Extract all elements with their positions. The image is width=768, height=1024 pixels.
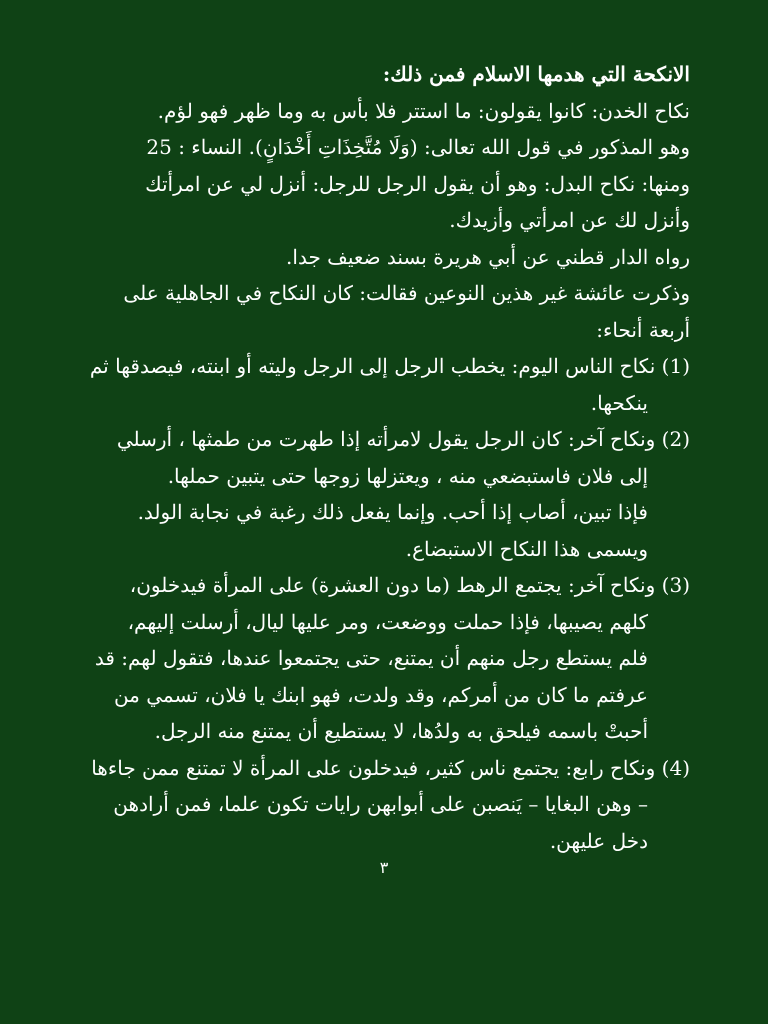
text-line: وهو المذكور في قول الله تعالى: (وَلَا مُتَّخِذَاتِ أَخْدَانٍ). النساء : 25: [146, 135, 690, 159]
text-line: وأنزل لك عن امرأتي وأزيدك.: [449, 208, 690, 232]
list-item-3-continuation: عرفتم ما كان من أمركم، وقد ولدت، فهو ابنك يا فلان، تسمي من: [113, 682, 648, 707]
list-item-4-continuation: – وهن البغايا – يَنصبن على أبوابهن رايات تكون علما، فمن أرادهن: [113, 792, 648, 816]
text-line: ومنها: نكاح البدل: وهو أن يقول الرجل للرجل: أنزل لي عن امرأتك: [145, 171, 690, 196]
document-body: [62, 56, 690, 859]
list-item-3-continuation: كلهم يصيبها، فإذا حملت ووضعت، ومر عليها ليال، أرسلت إليهم،: [127, 609, 648, 634]
list-item-2: (2) ونكاح آخر: كان الرجل يقول لامرأته إذا طهرت من طمثها ، أرسلي: [116, 427, 690, 451]
text-line: نكاح الخدن: كانوا يقولون: ما استتر فلا بأس به وما ظهر فهو لؤم.: [157, 98, 690, 123]
text-line: وذكرت عائشة غير هذين النوعين فقالت: كان النكاح في الجاهلية على: [123, 281, 690, 305]
list-item-1-continuation: ينكحها.: [590, 390, 648, 415]
list-item-4: (4) ونكاح رابع: يجتمع ناس كثير، فيدخلون على المرأة لا تمتنع ممن جاءها: [91, 755, 690, 780]
list-item-2-continuation: فإذا تبين، أصاب إذا أحب. وإنما يفعل ذلك رغبة في نجابة الولد.: [137, 500, 648, 524]
list-item-2-continuation: ويسمى هذا النكاح الاستبضاع.: [405, 536, 648, 561]
text-line: رواه الدار قطني عن أبي هريرة بسند ضعيف جدا.: [286, 244, 690, 269]
section-title: الانكحة التي هدمها الاسلام فمن ذلك:: [382, 62, 690, 86]
page-number: ٣: [379, 858, 389, 877]
list-item-3-continuation: فلم يستطع رجل منهم أن يمتنع، حتى يجتمعوا عندها، فتقول لهم: قد: [94, 646, 648, 670]
list-item-4-continuation: دخل عليهن.: [549, 828, 648, 853]
list-item-1: (1) نكاح الناس اليوم: يخطب الرجل إلى الرجل وليته أو ابنته، فيصدقها ثم: [89, 354, 690, 378]
list-item-2-continuation: إلى فلان فاستبضعي منه ، ويعتزلها زوجها حتى يتبين حملها.: [167, 463, 648, 488]
list-item-3-continuation: أحبتْ باسمه فيلحق به ولدُها، لا يستطيع أن يمتنع منه الرجل.: [154, 719, 648, 743]
list-item-3: (3) ونكاح آخر: يجتمع الرهط (ما دون العشرة) على المرأة فيدخلون،: [129, 573, 690, 597]
text-line: أربعة أنحاء:: [596, 317, 690, 342]
